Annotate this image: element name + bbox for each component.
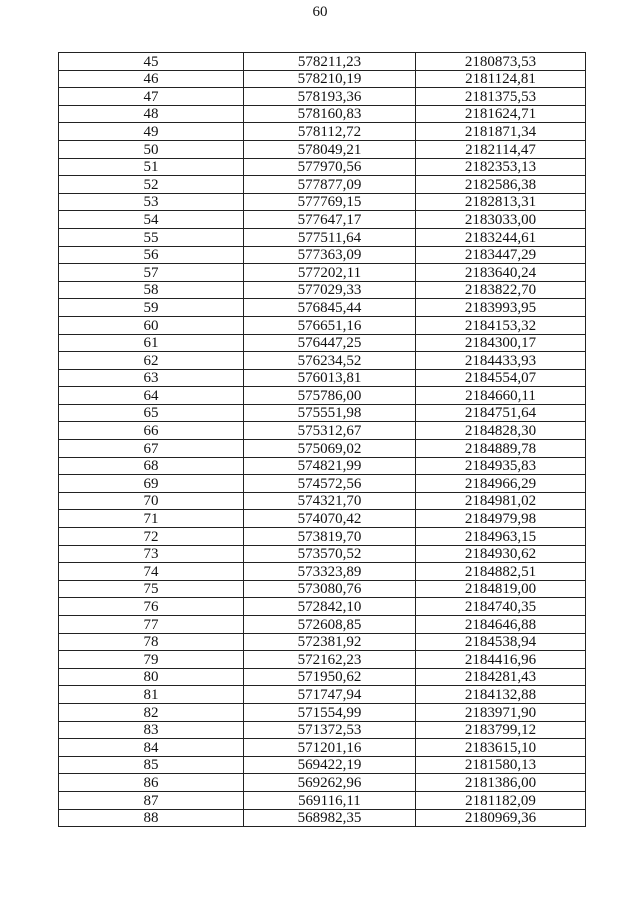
x-coordinate-cell: 568982,35: [244, 809, 416, 827]
y-coordinate-cell: 2180873,53: [416, 53, 586, 71]
table-row: [59, 53, 586, 71]
point-number-cell: 82: [59, 703, 244, 721]
table-row: [59, 316, 586, 334]
point-number-cell: 84: [59, 739, 244, 757]
y-coordinate-cell: 2184740,35: [416, 598, 586, 616]
x-coordinate-cell: 577970,56: [244, 158, 416, 176]
y-coordinate-cell: 2181182,09: [416, 791, 586, 809]
point-number-cell: 50: [59, 140, 244, 158]
y-coordinate-cell: 2184889,78: [416, 440, 586, 458]
y-coordinate-cell: 2180969,36: [416, 809, 586, 827]
point-number-cell: 65: [59, 404, 244, 422]
y-coordinate-cell: 2182813,31: [416, 193, 586, 211]
table-row: [59, 580, 586, 598]
point-number-cell: 87: [59, 791, 244, 809]
table-row: [59, 492, 586, 510]
point-number-cell: 75: [59, 580, 244, 598]
y-coordinate-cell: 2183993,95: [416, 299, 586, 317]
table-row: [59, 440, 586, 458]
x-coordinate-cell: 576845,44: [244, 299, 416, 317]
y-coordinate-cell: 2184433,93: [416, 352, 586, 370]
y-coordinate-cell: 2184828,30: [416, 422, 586, 440]
table-row: [59, 140, 586, 158]
y-coordinate-cell: 2184930,62: [416, 545, 586, 563]
table-row: [59, 598, 586, 616]
point-number-cell: 47: [59, 88, 244, 106]
point-number-cell: 85: [59, 756, 244, 774]
table-row: [59, 422, 586, 440]
y-coordinate-cell: 2184132,88: [416, 686, 586, 704]
y-coordinate-cell: 2184751,64: [416, 404, 586, 422]
x-coordinate-cell: 574821,99: [244, 457, 416, 475]
table-row: [59, 475, 586, 493]
point-number-cell: 61: [59, 334, 244, 352]
x-coordinate-cell: 578193,36: [244, 88, 416, 106]
point-number-cell: 57: [59, 264, 244, 282]
x-coordinate-cell: 571372,53: [244, 721, 416, 739]
table-row: [59, 668, 586, 686]
x-coordinate-cell: 573080,76: [244, 580, 416, 598]
point-number-cell: 53: [59, 193, 244, 211]
x-coordinate-cell: 571554,99: [244, 703, 416, 721]
point-number-cell: 76: [59, 598, 244, 616]
point-number-cell: 56: [59, 246, 244, 264]
point-number-cell: 68: [59, 457, 244, 475]
table-row: [59, 404, 586, 422]
y-coordinate-cell: 2184416,96: [416, 651, 586, 669]
x-coordinate-cell: 571950,62: [244, 668, 416, 686]
table-row: [59, 651, 586, 669]
y-coordinate-cell: 2181871,34: [416, 123, 586, 141]
table-row: [59, 633, 586, 651]
x-coordinate-cell: 577202,11: [244, 264, 416, 282]
y-coordinate-cell: 2183822,70: [416, 281, 586, 299]
table-row: [59, 105, 586, 123]
x-coordinate-cell: 574321,70: [244, 492, 416, 510]
table-row: [59, 756, 586, 774]
x-coordinate-cell: 578112,72: [244, 123, 416, 141]
y-coordinate-cell: 2181624,71: [416, 105, 586, 123]
point-number-cell: 72: [59, 528, 244, 546]
point-number-cell: 54: [59, 211, 244, 229]
y-coordinate-cell: 2181580,13: [416, 756, 586, 774]
point-number-cell: 79: [59, 651, 244, 669]
x-coordinate-cell: 575069,02: [244, 440, 416, 458]
y-coordinate-cell: 2184979,98: [416, 510, 586, 528]
table-row: [59, 281, 586, 299]
point-number-cell: 58: [59, 281, 244, 299]
point-number-cell: 46: [59, 70, 244, 88]
point-number-cell: 67: [59, 440, 244, 458]
table-row: [59, 686, 586, 704]
x-coordinate-cell: 573819,70: [244, 528, 416, 546]
table-row: [59, 70, 586, 88]
table-row: [59, 176, 586, 194]
point-number-cell: 59: [59, 299, 244, 317]
point-number-cell: 45: [59, 53, 244, 71]
x-coordinate-cell: 569422,19: [244, 756, 416, 774]
point-number-cell: 86: [59, 774, 244, 792]
x-coordinate-cell: 578160,83: [244, 105, 416, 123]
point-number-cell: 60: [59, 316, 244, 334]
table-row: [59, 528, 586, 546]
y-coordinate-cell: 2184300,17: [416, 334, 586, 352]
x-coordinate-cell: 577029,33: [244, 281, 416, 299]
x-coordinate-cell: 571201,16: [244, 739, 416, 757]
y-coordinate-cell: 2184646,88: [416, 616, 586, 634]
y-coordinate-cell: 2183640,24: [416, 264, 586, 282]
y-coordinate-cell: 2183615,10: [416, 739, 586, 757]
x-coordinate-cell: 572608,85: [244, 616, 416, 634]
y-coordinate-cell: 2182586,38: [416, 176, 586, 194]
point-number-cell: 77: [59, 616, 244, 634]
point-number-cell: 80: [59, 668, 244, 686]
point-number-cell: 49: [59, 123, 244, 141]
point-number-cell: 63: [59, 369, 244, 387]
x-coordinate-cell: 576447,25: [244, 334, 416, 352]
x-coordinate-cell: 569116,11: [244, 791, 416, 809]
y-coordinate-cell: 2184281,43: [416, 668, 586, 686]
x-coordinate-cell: 573323,89: [244, 563, 416, 581]
x-coordinate-cell: 571747,94: [244, 686, 416, 704]
point-number-cell: 70: [59, 492, 244, 510]
point-number-cell: 78: [59, 633, 244, 651]
coordinates-table: [58, 52, 586, 827]
table-row: [59, 334, 586, 352]
y-coordinate-cell: 2184660,11: [416, 387, 586, 405]
y-coordinate-cell: 2184963,15: [416, 528, 586, 546]
table-row: [59, 457, 586, 475]
x-coordinate-cell: 577647,17: [244, 211, 416, 229]
point-number-cell: 66: [59, 422, 244, 440]
table-row: [59, 193, 586, 211]
table-row: [59, 809, 586, 827]
x-coordinate-cell: 572381,92: [244, 633, 416, 651]
table-row: [59, 387, 586, 405]
y-coordinate-cell: 2182114,47: [416, 140, 586, 158]
y-coordinate-cell: 2184882,51: [416, 563, 586, 581]
page-number: 60: [312, 4, 328, 20]
table-row: [59, 88, 586, 106]
x-coordinate-cell: 574572,56: [244, 475, 416, 493]
table-row: [59, 616, 586, 634]
table-row: [59, 791, 586, 809]
x-coordinate-cell: 572842,10: [244, 598, 416, 616]
x-coordinate-cell: 576013,81: [244, 369, 416, 387]
x-coordinate-cell: 576234,52: [244, 352, 416, 370]
point-number-cell: 55: [59, 228, 244, 246]
y-coordinate-cell: 2184538,94: [416, 633, 586, 651]
y-coordinate-cell: 2184819,00: [416, 580, 586, 598]
point-number-cell: 69: [59, 475, 244, 493]
x-coordinate-cell: 578049,21: [244, 140, 416, 158]
table-row: [59, 739, 586, 757]
table-row: [59, 703, 586, 721]
point-number-cell: 73: [59, 545, 244, 563]
y-coordinate-cell: 2184935,83: [416, 457, 586, 475]
table-row: [59, 158, 586, 176]
point-number-cell: 81: [59, 686, 244, 704]
point-number-cell: 52: [59, 176, 244, 194]
x-coordinate-cell: 577363,09: [244, 246, 416, 264]
y-coordinate-cell: 2184981,02: [416, 492, 586, 510]
x-coordinate-cell: 577877,09: [244, 176, 416, 194]
y-coordinate-cell: 2183971,90: [416, 703, 586, 721]
table-row: [59, 228, 586, 246]
y-coordinate-cell: 2184554,07: [416, 369, 586, 387]
table-row: [59, 123, 586, 141]
y-coordinate-cell: 2181124,81: [416, 70, 586, 88]
y-coordinate-cell: 2183799,12: [416, 721, 586, 739]
table-row: [59, 264, 586, 282]
table-row: [59, 369, 586, 387]
y-coordinate-cell: 2183033,00: [416, 211, 586, 229]
x-coordinate-cell: 575551,98: [244, 404, 416, 422]
table-row: [59, 721, 586, 739]
x-coordinate-cell: 578210,19: [244, 70, 416, 88]
point-number-cell: 74: [59, 563, 244, 581]
coordinates-table-body: [59, 53, 586, 827]
table-row: [59, 774, 586, 792]
y-coordinate-cell: 2184966,29: [416, 475, 586, 493]
table-row: [59, 545, 586, 563]
x-coordinate-cell: 569262,96: [244, 774, 416, 792]
x-coordinate-cell: 575786,00: [244, 387, 416, 405]
table-row: [59, 510, 586, 528]
point-number-cell: 64: [59, 387, 244, 405]
table-row: [59, 246, 586, 264]
x-coordinate-cell: 578211,23: [244, 53, 416, 71]
point-number-cell: 48: [59, 105, 244, 123]
point-number-cell: 51: [59, 158, 244, 176]
y-coordinate-cell: 2182353,13: [416, 158, 586, 176]
x-coordinate-cell: 577769,15: [244, 193, 416, 211]
x-coordinate-cell: 575312,67: [244, 422, 416, 440]
y-coordinate-cell: 2184153,32: [416, 316, 586, 334]
point-number-cell: 88: [59, 809, 244, 827]
y-coordinate-cell: 2181375,53: [416, 88, 586, 106]
table-row: [59, 211, 586, 229]
y-coordinate-cell: 2183244,61: [416, 228, 586, 246]
x-coordinate-cell: 573570,52: [244, 545, 416, 563]
x-coordinate-cell: 574070,42: [244, 510, 416, 528]
y-coordinate-cell: 2183447,29: [416, 246, 586, 264]
point-number-cell: 62: [59, 352, 244, 370]
x-coordinate-cell: 577511,64: [244, 228, 416, 246]
point-number-cell: 71: [59, 510, 244, 528]
table-row: [59, 352, 586, 370]
table-row: [59, 563, 586, 581]
x-coordinate-cell: 572162,23: [244, 651, 416, 669]
y-coordinate-cell: 2181386,00: [416, 774, 586, 792]
table-row: [59, 299, 586, 317]
point-number-cell: 83: [59, 721, 244, 739]
x-coordinate-cell: 576651,16: [244, 316, 416, 334]
